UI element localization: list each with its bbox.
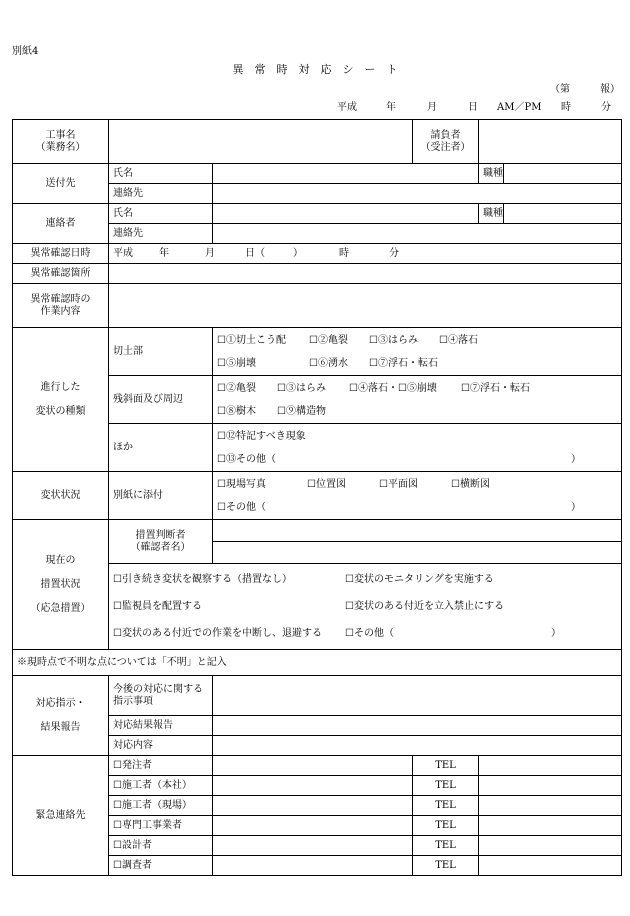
reporter-contact-field[interactable]: [213, 224, 622, 244]
work-name-field[interactable]: [109, 120, 413, 164]
row-work-name: 工事名 （業務名） 請負者 （受注者）: [13, 120, 622, 164]
datetime-field[interactable]: 平成 年 月 日（ ） 時 分: [109, 244, 622, 264]
page-title: 異 常 時 対 応 シ ー ト: [232, 63, 398, 76]
measures-checkboxes[interactable]: ☐引き続き変状を観察する（措置なし） ☐変状のモニタリングを実施する ☐監視員を配置する ☐変状のある付近を立入禁止にする ☐変状のある付近での作業を中断し、退避する ☐その他（ ）: [109, 564, 622, 650]
content-field[interactable]: [213, 736, 622, 756]
report-number: （第 報）: [550, 84, 620, 95]
datetime-label: 異常確認日時: [13, 244, 109, 264]
emergency-label: 緊急連絡先: [13, 756, 109, 876]
note: ※現時点で不明な点については「不明」と記入: [13, 650, 622, 676]
send-to-label: 送付先: [13, 164, 109, 204]
status-checkboxes[interactable]: ☐現場写真 ☐位置図 ☐平面図 ☐横断図 ☐その他（ ）: [213, 472, 622, 520]
other-checkboxes[interactable]: ☐⑫特記すべき現象 ☐⑬その他（ ）: [213, 424, 622, 472]
work-content-field[interactable]: [109, 284, 622, 328]
reporter-name-field[interactable]: [213, 204, 479, 224]
instruction-field[interactable]: [213, 676, 622, 716]
send-to-name-field[interactable]: [213, 164, 479, 184]
reporter-job-field[interactable]: [504, 204, 622, 224]
result-field[interactable]: [213, 716, 622, 736]
status-label: 変状状況: [13, 472, 109, 520]
slope-checkboxes[interactable]: ☐②亀裂 ☐③はらみ ☐④落石・☐⑤崩壊 ☐⑦浮石・転石 ☐⑧樹木 ☐⑨構造物: [213, 376, 622, 424]
attachment-label: 別紙4: [12, 46, 39, 57]
reporter-label: 連絡者: [13, 204, 109, 244]
cut-checkboxes[interactable]: ☐①切土こう配 ☐②亀裂 ☐③はらみ ☐④落石 ☐⑤崩壊 ☐⑥湧水 ☐⑦浮石・転石: [213, 328, 622, 376]
send-to-contact-field[interactable]: [213, 184, 622, 204]
confirmer-field[interactable]: [213, 542, 621, 563]
place-field[interactable]: [109, 264, 622, 284]
report-form: 工事名 （業務名） 請負者 （受注者） 送付先 氏名 職種 連絡先 連絡者 氏名 職種 連絡先 異常確認日時 平成 年 月 日（ ） 時 分 異常確認箇所 異常確認時の 作業内容 進行した 変状の種類 切土部 ☐①切土こう配 ☐②亀裂 ☐③はらみ ☐④落石 ☐⑤崩壊 ☐⑥湧水 ☐⑦浮石・転石 残斜面及び周辺 ☐②亀裂 ☐③はらみ ☐④落石・☐⑤崩壊 ☐⑦浮石・転石 ☐⑧樹木 ☐⑨構造物 ほか ☐⑫特記すべき現象 ☐⑬その他（ ） 変状状況 別紙に添付 ☐現場写真 ☐位置図 ☐平面図 ☐横断図 ☐その他（ ） 現在の 措置状況 （応急措置） 措置判断者 （確認者名） ☐引き続き変状を観察する（措置なし） ☐変状のモニタリングを実施する ☐監視員を配置する ☐変状のある付近を立入禁止にする ☐変状のある付近での作業を中断し、退避する ☐その他（ ） ※現時点で不明な点については「不明」と記入 対応指示・ 結果報告 今後の対応に関する 指示事項 対応結果報告 対応内容 緊急連絡先 ☐発注者 TEL ☐施工者（本社） TEL ☐施工者（現場） TEL ☐専門工事業者 TEL ☐設計者 TEL ☐調査者 TEL: [12, 119, 622, 876]
place-label: 異常確認箇所: [13, 264, 109, 284]
contractor-field[interactable]: [479, 120, 622, 164]
judge-field[interactable]: [213, 520, 621, 542]
send-to-job-field[interactable]: [504, 164, 622, 184]
